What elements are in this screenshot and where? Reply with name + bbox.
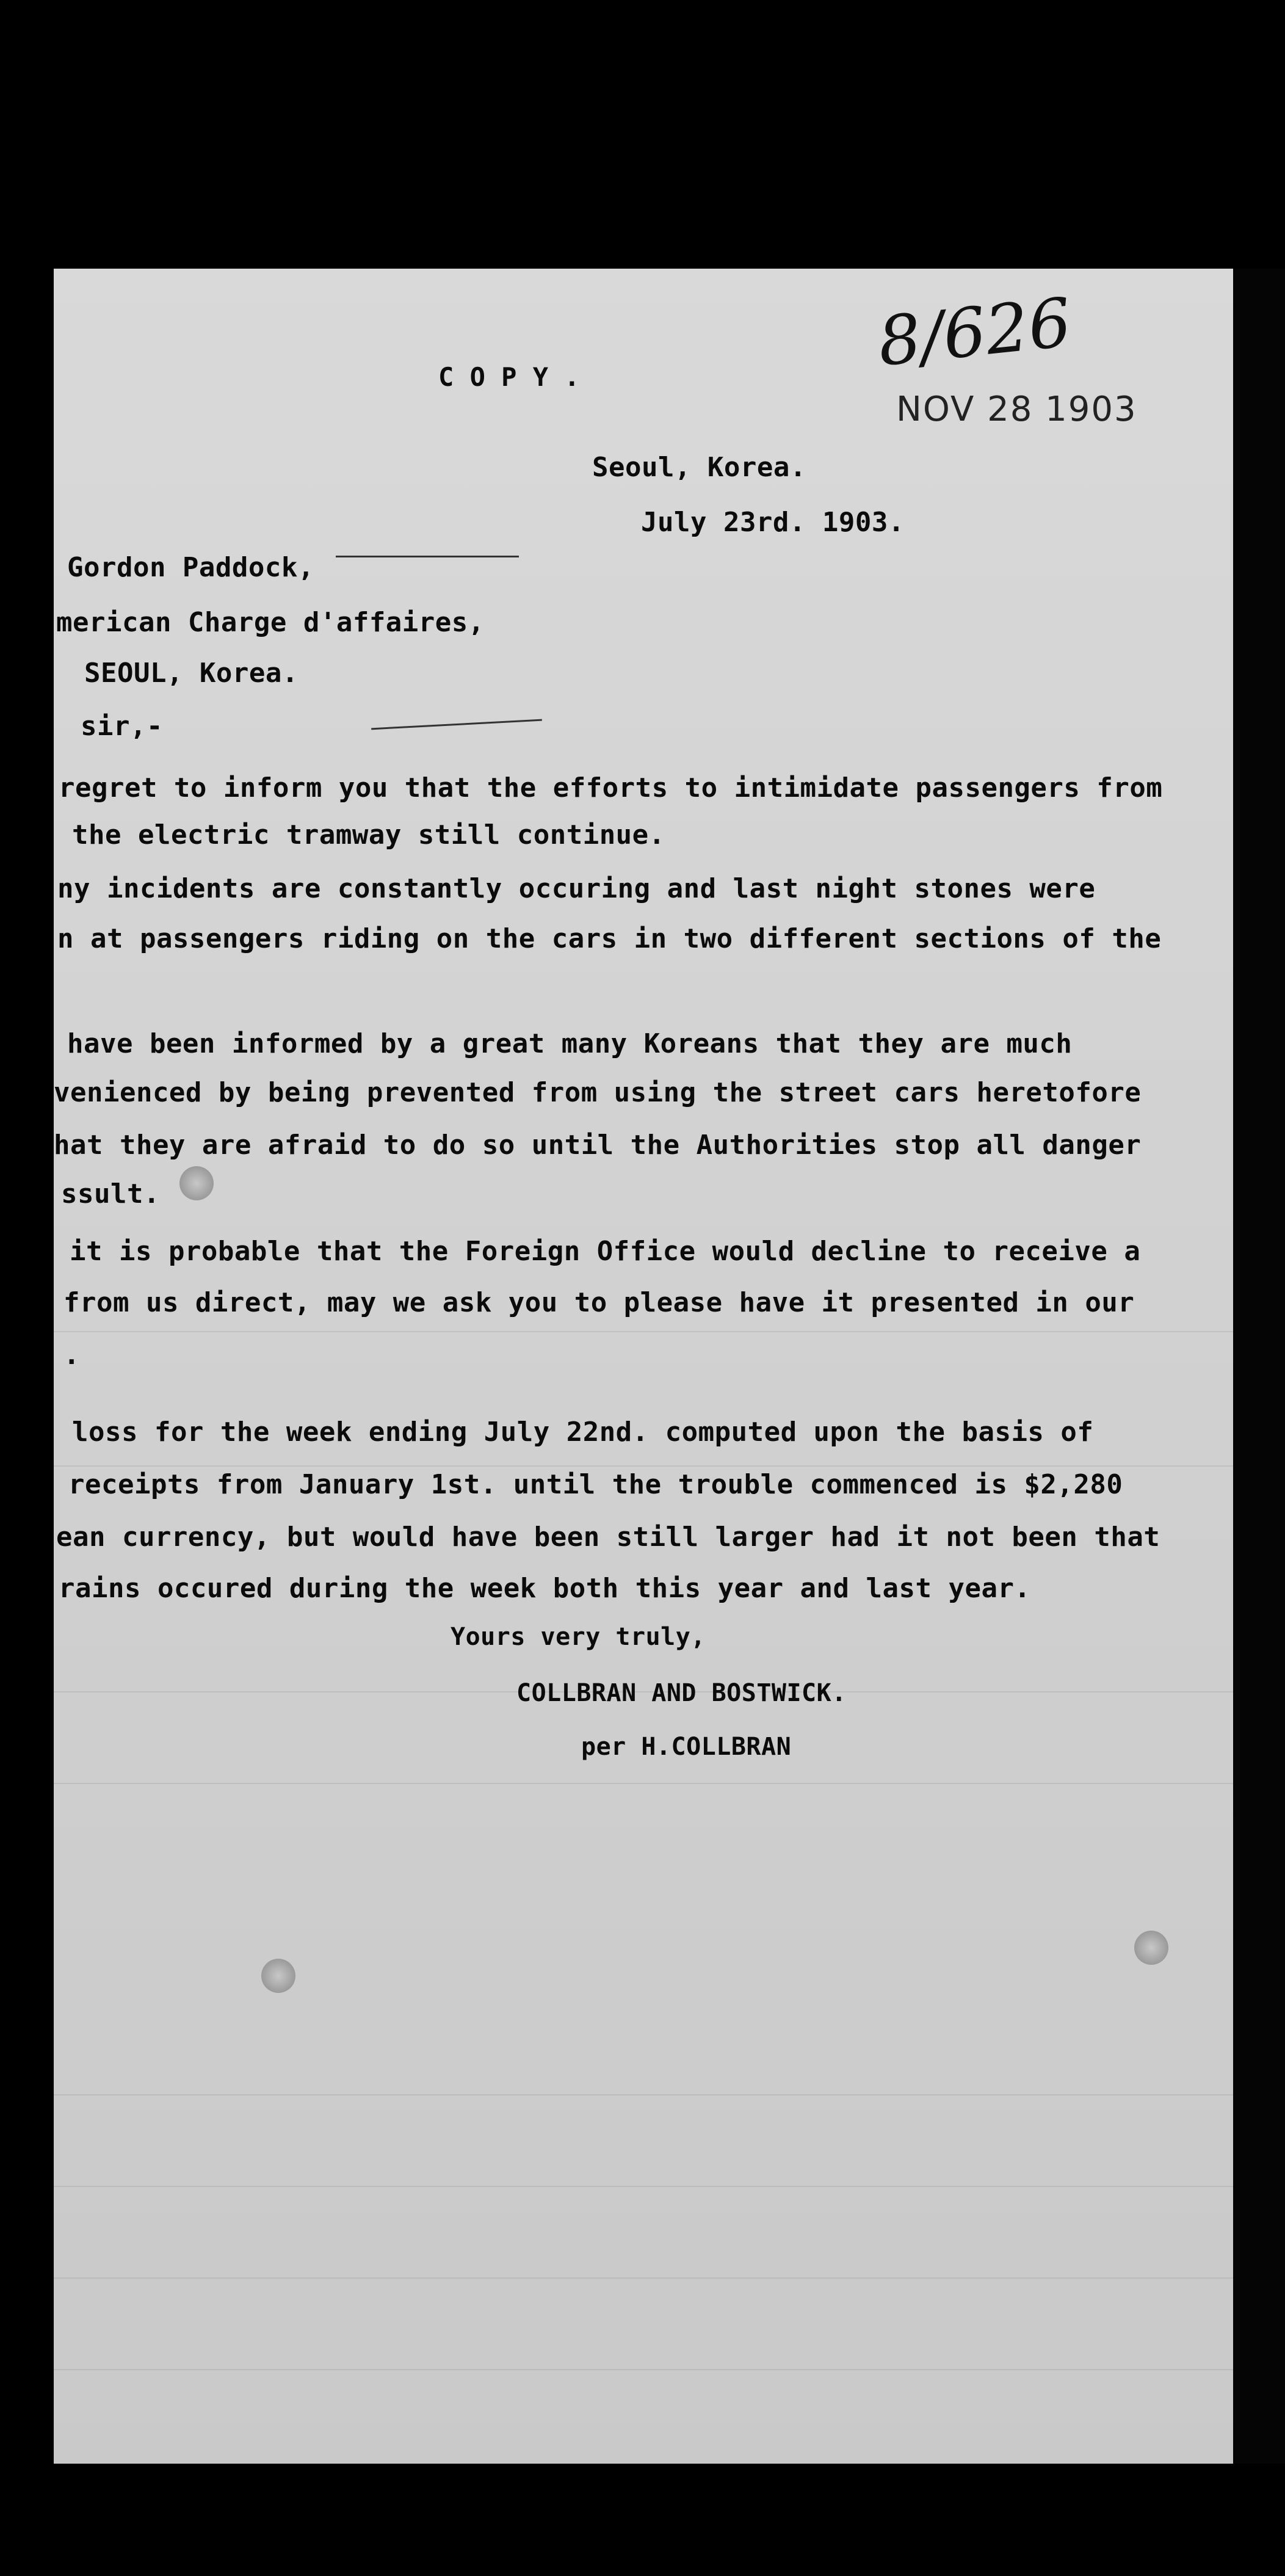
scan-border-top: [0, 0, 1285, 269]
received-date-stamp: NOV 28 1903: [896, 390, 1137, 429]
body-line-1: regret to inform you that the efforts to intimidate passengers from: [59, 772, 1163, 804]
addressee-line-2: merican Charge d'affaires,: [56, 607, 485, 638]
letter-date: July 23rd. 1903.: [641, 507, 905, 538]
body-line-8: ssult.: [61, 1178, 160, 1210]
body-line-14: ean currency, but would have been still larger had it not been that: [56, 1522, 1160, 1553]
punch-hole: [261, 1959, 295, 1993]
punch-hole: [179, 1166, 214, 1200]
letter-place: Seoul, Korea.: [592, 452, 806, 483]
document-page: [54, 269, 1233, 2464]
body-line-5: have been informed by a great many Koreans that they are much: [67, 1028, 1073, 1059]
salutation: sir,-: [81, 711, 163, 742]
body-line-9: it is probable that the Foreign Office would decline to receive a: [70, 1236, 1141, 1267]
body-line-3: ny incidents are constantly occuring and last night stones were: [57, 873, 1096, 904]
body-line-12: loss for the week ending July 22nd. computed upon the basis of: [72, 1417, 1094, 1448]
signature: per H.COLLBRAN: [581, 1733, 792, 1761]
document-title: C O P Y .: [438, 362, 581, 392]
body-line-4: n at passengers riding on the cars in two different sections of the: [57, 923, 1162, 954]
addressee-line-1: Gordon Paddock,: [67, 552, 314, 583]
body-line-13: receipts from January 1st. until the trouble commenced is $2,280: [68, 1469, 1123, 1500]
scan-border-right: [1233, 269, 1285, 2464]
body-line-11: .: [63, 1340, 80, 1371]
closing: Yours very truly,: [451, 1623, 706, 1651]
body-line-15: rains occured during the week both this year and last year.: [59, 1573, 1031, 1604]
body-line-6: venienced by being prevented from using the street cars heretofore: [54, 1077, 1142, 1108]
body-line-7: hat they are afraid to do so until the Authorities stop all danger: [54, 1130, 1142, 1161]
body-line-10: from us direct, may we ask you to please have it presented in our: [63, 1287, 1135, 1318]
company-name: COLLBRAN AND BOSTWICK.: [516, 1679, 847, 1707]
punch-hole: [1134, 1931, 1168, 1965]
file-number-annotation: 8/626: [874, 283, 1075, 382]
addressee-line-3: SEOUL, Korea.: [84, 658, 299, 689]
body-line-2: the electric tramway still continue.: [72, 819, 665, 851]
